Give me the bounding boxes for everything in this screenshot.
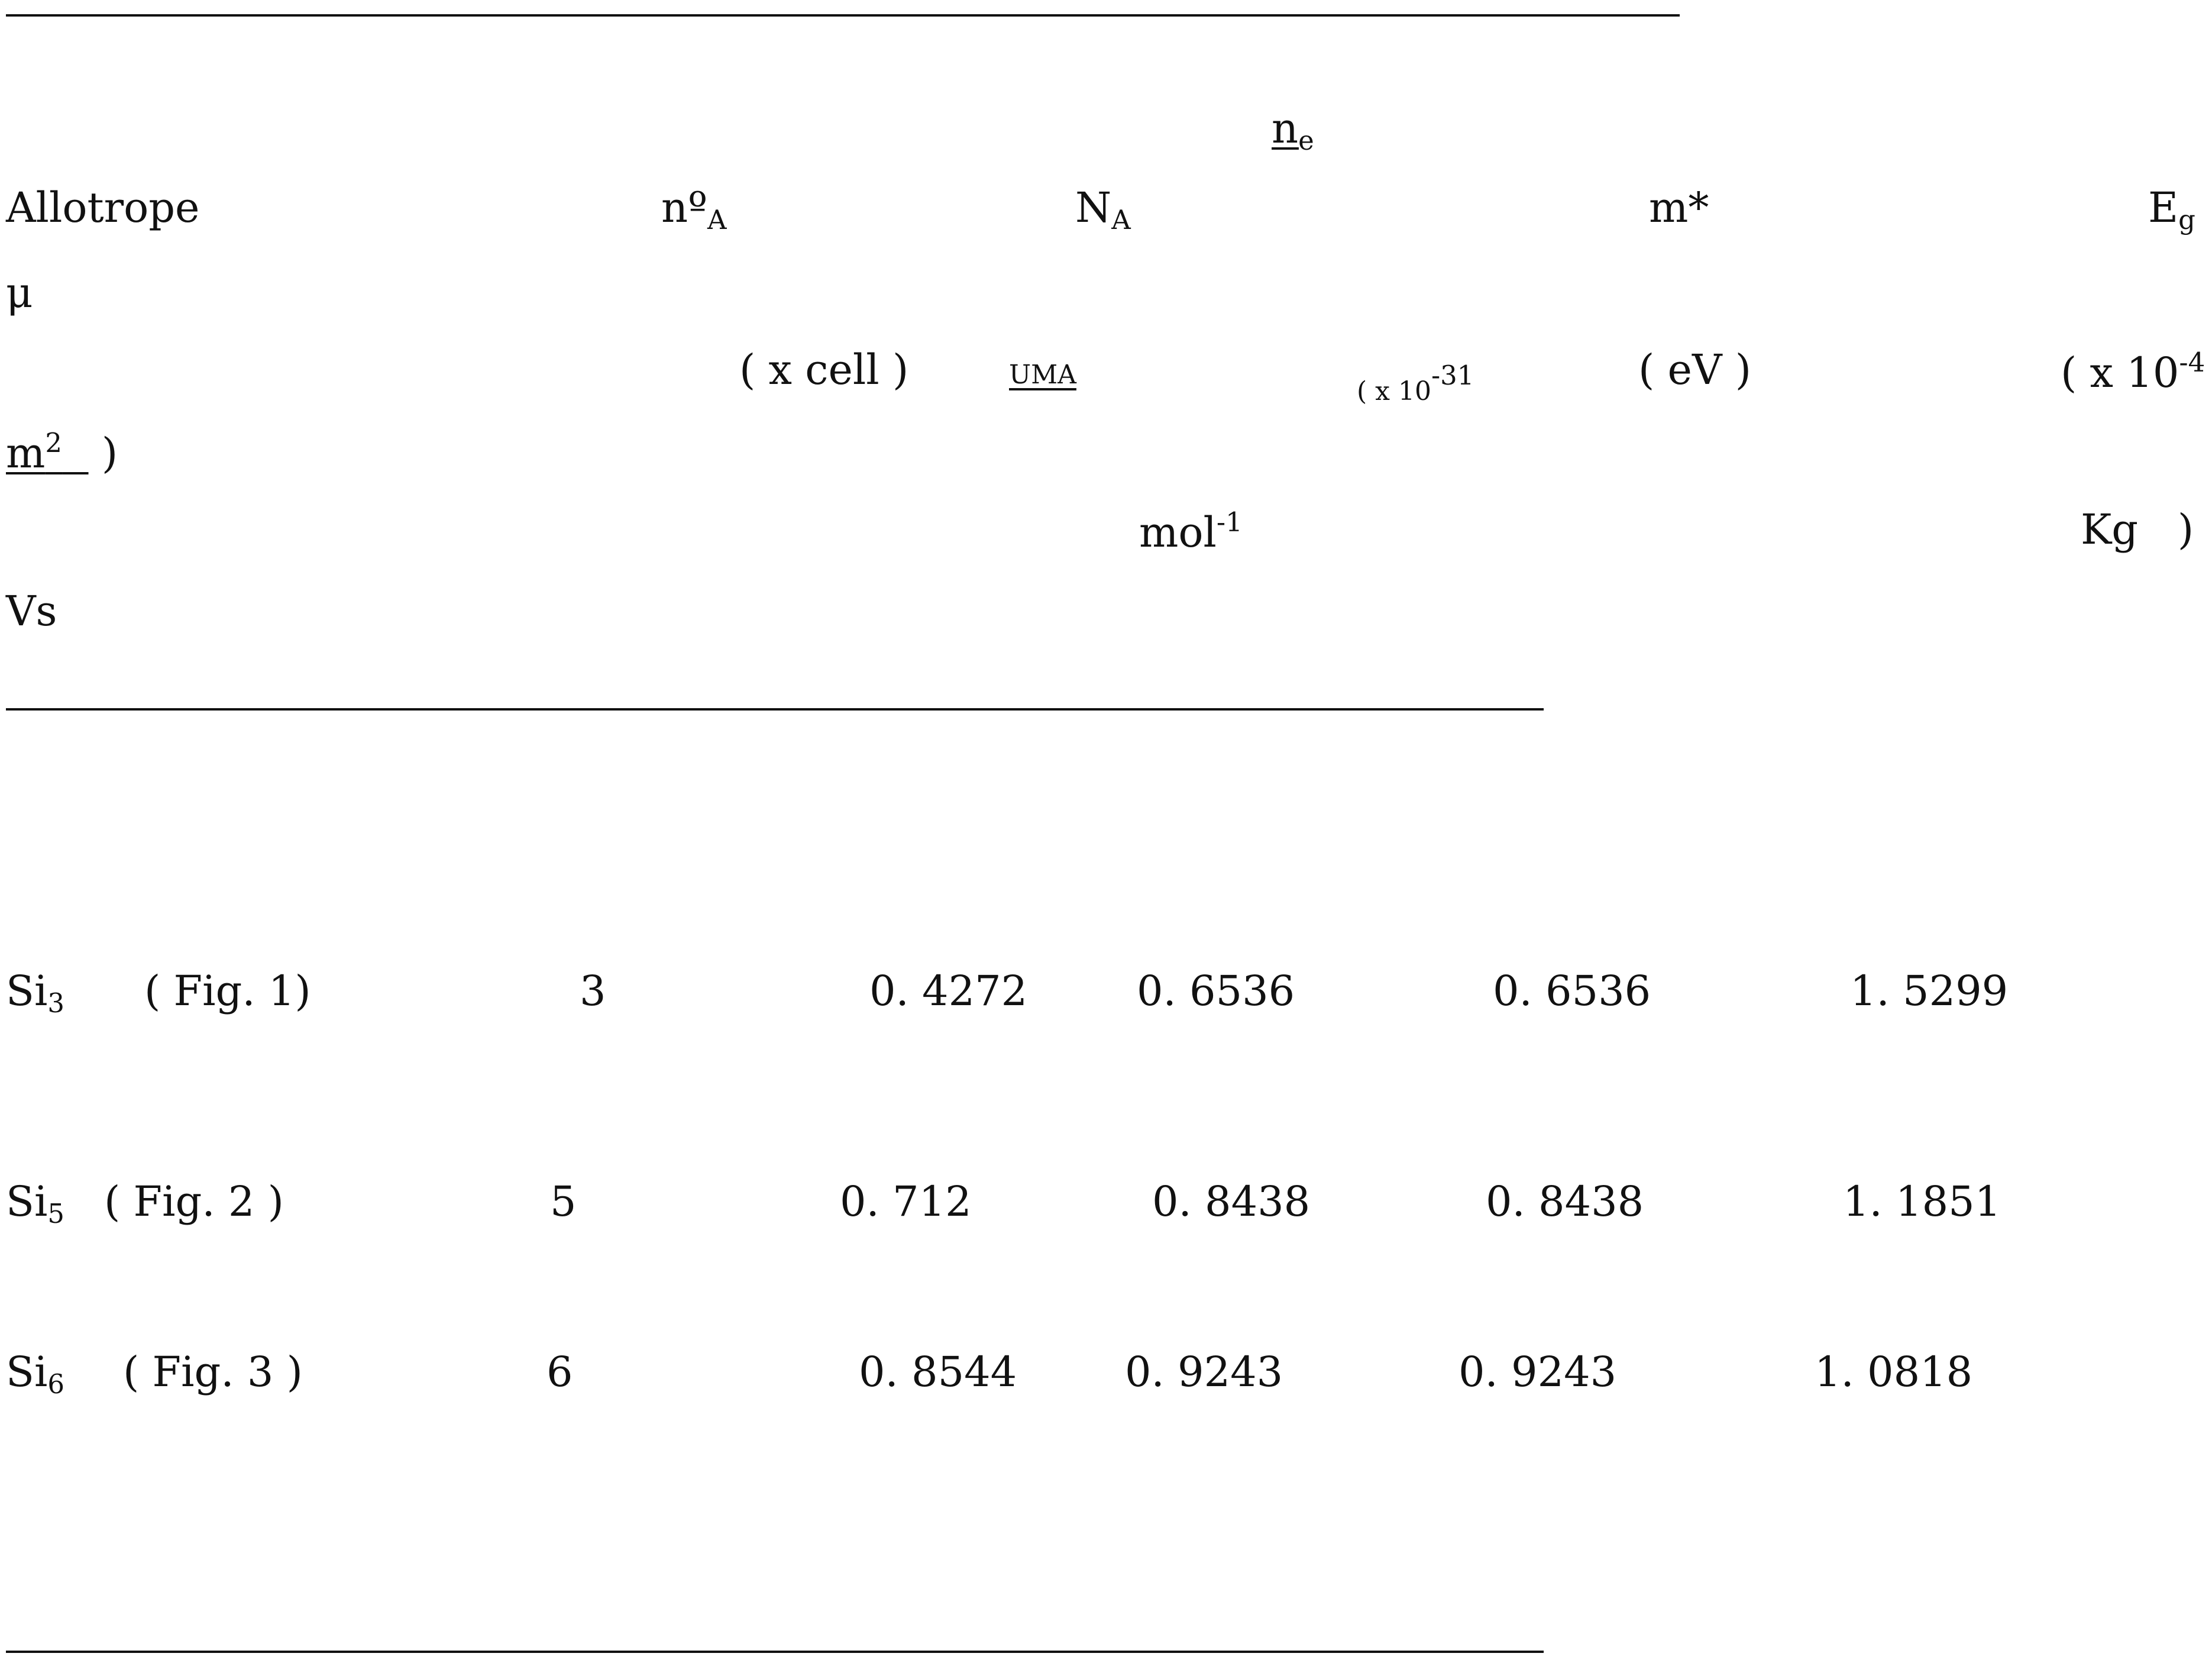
- x-cell-unit: ( x cell ): [739, 345, 909, 394]
- row-2-c1: 0. 712: [840, 1177, 972, 1226]
- row-2-allotrope: $Si_5$: [6, 1177, 64, 1229]
- header-rule: [6, 708, 1544, 711]
- vs-unit: Vs: [6, 587, 57, 635]
- row-1-c1: 0. 4272: [869, 967, 1028, 1015]
- mu-header: μ: [6, 269, 33, 317]
- row-1-c2: 0. 6536: [1137, 967, 1295, 1015]
- kg-unit: Kg ): [2081, 505, 2194, 554]
- uma-unit: UMA: [1009, 360, 1076, 390]
- row-3-c2: 0. 9243: [1125, 1348, 1283, 1396]
- row-3-c1: 0. 8544: [859, 1348, 1017, 1396]
- Eg-header: $E_g$: [2148, 183, 2195, 235]
- row-3-c4: 1. 0818: [1815, 1348, 1973, 1396]
- row-1-allotrope: $Si_3$: [6, 967, 64, 1019]
- x10-31-unit: ( x 10-31: [1357, 360, 1474, 406]
- row-1-c4: 1. 5299: [1850, 967, 2009, 1015]
- row-2-c2: 0. 8438: [1152, 1177, 1311, 1226]
- row-1-fig: ( Fig. 1): [144, 967, 311, 1015]
- row-3-n: 6: [546, 1348, 573, 1396]
- bottom-rule: [6, 1651, 1544, 1653]
- row-2-c4: 1. 1851: [1843, 1177, 2001, 1226]
- mstar-header: m*: [1649, 183, 1709, 232]
- row-1-c3: 0. 6536: [1493, 967, 1651, 1015]
- row-1-n: 3: [580, 967, 606, 1015]
- row-3-fig: ( Fig. 3 ): [123, 1348, 303, 1396]
- m2-unit: $m^2$ ): [6, 427, 118, 477]
- ne-header: $n_e$: [1272, 104, 1314, 156]
- row-3-allotrope: $Si_6$: [6, 1348, 64, 1400]
- top-rule: [6, 14, 1680, 17]
- row-2-c3: 0. 8438: [1486, 1177, 1644, 1226]
- row-2-n: 5: [550, 1177, 577, 1226]
- row-2-fig: ( Fig. 2 ): [104, 1177, 284, 1226]
- noA-header: nº$_A$: [661, 183, 727, 235]
- x10-4-unit: ( x $10^{-4}$: [2061, 347, 2205, 397]
- allotrope-header: Allotrope: [6, 183, 200, 232]
- row-3-c3: 0. 9243: [1459, 1348, 1617, 1396]
- mol-unit: mol$^{-1}$: [1139, 506, 1243, 557]
- NA-header: $N_A$: [1075, 183, 1131, 235]
- ev-unit: ( eV ): [1638, 345, 1752, 394]
